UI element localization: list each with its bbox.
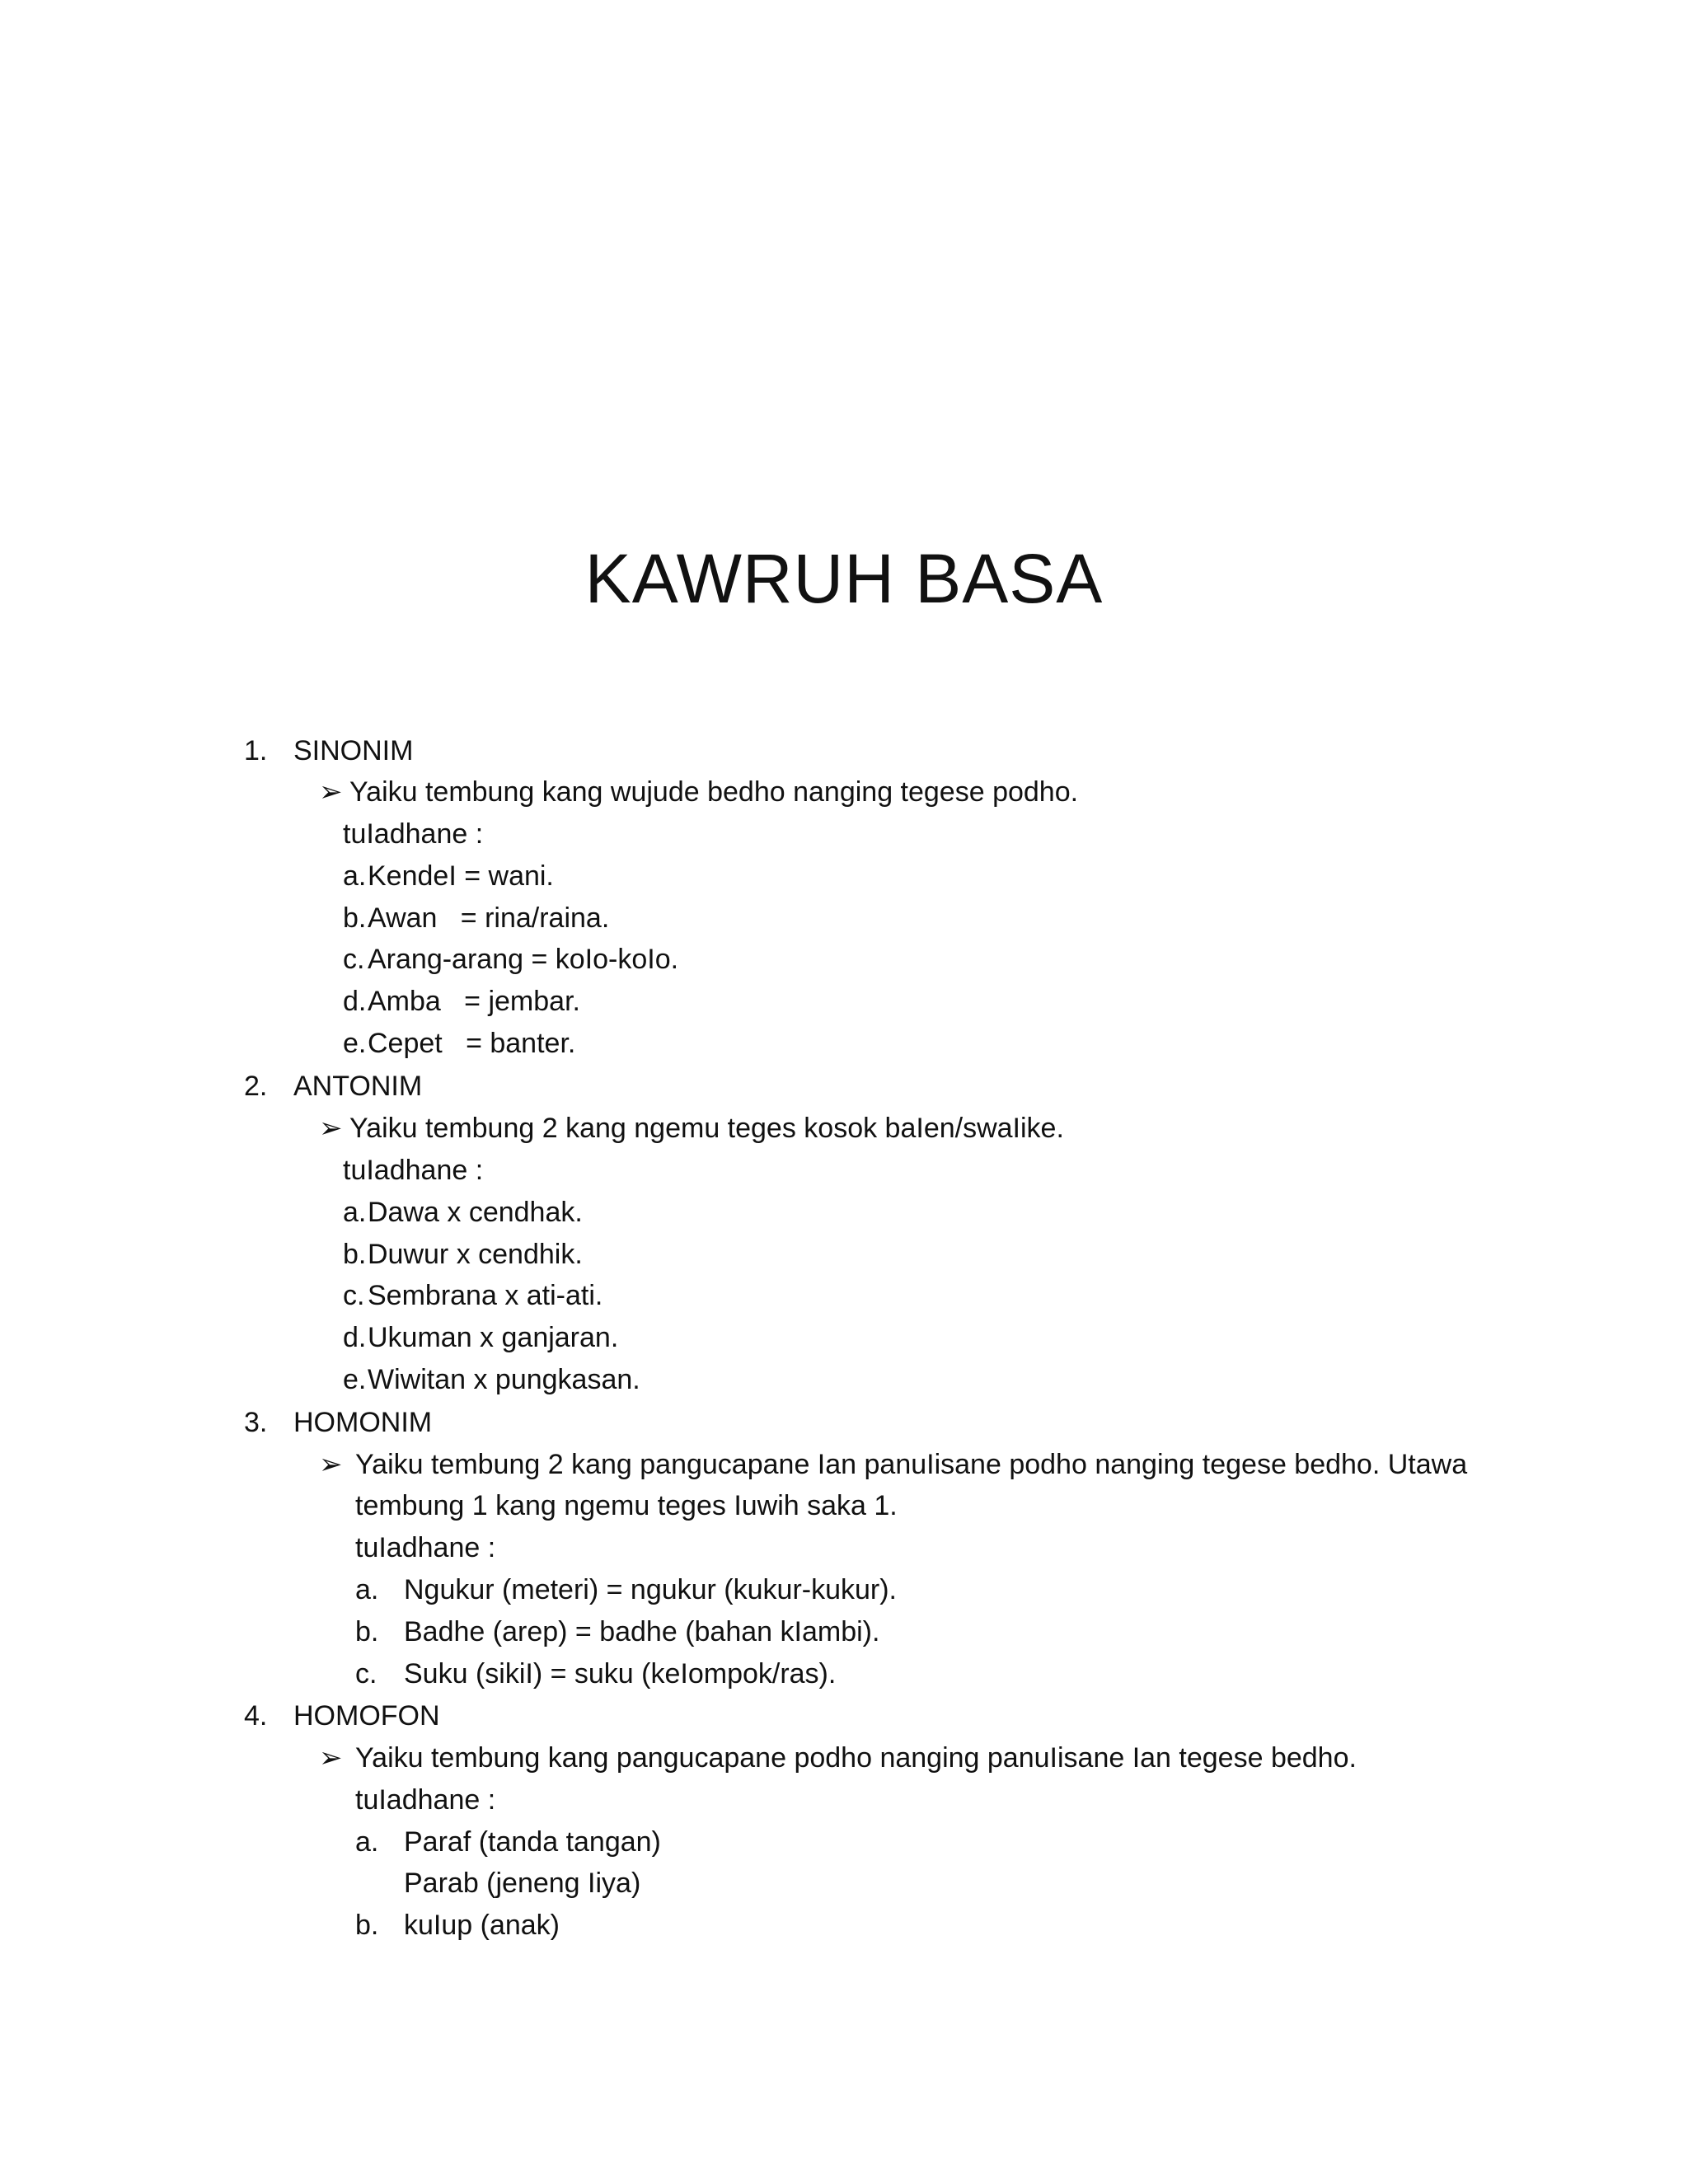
arrow-bullet-icon: ➢ [319,1113,343,1144]
section-heading: SINONIM [293,735,414,766]
list-item: Duwur x cendhik. [368,1239,583,1270]
section-number: 3. [244,1407,268,1438]
list-item-continued: Parab (jeneng Iiya) [404,1868,641,1899]
section-heading: HOMOFON [293,1700,440,1732]
list-item: Badhe (arep) = badhe (bahan kIambi). [404,1616,880,1647]
list-item-label: e. [343,1364,367,1395]
example-label: tuIadhane : [355,1784,496,1816]
list-item: KendeI = wani. [368,860,554,892]
list-item: Awan = rina/raina. [368,902,610,934]
section-number: 2. [244,1071,268,1102]
arrow-bullet-icon: ➢ [319,1449,343,1480]
list-item: Paraf (tanda tangan) [404,1826,661,1858]
list-item: Cepet = banter. [368,1028,576,1059]
arrow-bullet-icon: ➢ [319,1742,343,1774]
definition-text-continued: tembung 1 kang ngemu teges Iuwih saka 1. [355,1490,898,1521]
example-label: tuIadhane : [343,818,484,850]
list-item: Suku (sikiI) = suku (keIompok/ras). [404,1658,837,1690]
list-item: Arang-arang = koIo-koIo. [368,944,679,975]
list-item-label: a. [343,1197,367,1228]
arrow-bullet-icon: ➢ [319,776,343,808]
list-item-label: c. [355,1658,377,1690]
list-item-label: a. [355,1826,379,1858]
list-item: Dawa x cendhak. [368,1197,583,1228]
list-item: Ukuman x ganjaran. [368,1322,619,1353]
list-item: kuIup (anak) [404,1910,560,1941]
list-item: Wiwitan x pungkasan. [368,1364,640,1395]
definition-text: Yaiku tembung kang pangucapane podho nanging panuIisane Ian tegese bedho. [355,1742,1357,1774]
list-item: Sembrana x ati-ati. [368,1280,603,1311]
definition-text: Yaiku tembung 2 kang pangucapane Ian panuIisane podho nanging tegese bedho. Utawa [355,1449,1468,1480]
list-item: Ngukur (meteri) = ngukur (kukur-kukur). [404,1574,898,1605]
list-item-label: d. [343,1322,367,1353]
section-number: 1. [244,735,268,766]
section-heading: HOMONIM [293,1407,433,1438]
section-number: 4. [244,1700,268,1732]
example-label: tuIadhane : [355,1532,496,1563]
list-item-label: b. [343,1239,367,1270]
list-item: Amba = jembar. [368,986,580,1017]
list-item-label: b. [355,1616,379,1647]
page-title: KAWRUH BASA [584,540,1104,617]
list-item-label: b. [355,1910,379,1941]
section-heading: ANTONIM [293,1071,423,1102]
example-label: tuIadhane : [343,1155,484,1186]
definition-text: Yaiku tembung kang wujude bedho nanging tegese podho. [349,776,1079,808]
list-item-label: c. [343,1280,365,1311]
list-item-label: c. [343,944,365,975]
list-item-label: d. [343,986,367,1017]
list-item-label: b. [343,902,367,934]
definition-text: Yaiku tembung 2 kang ngemu teges kosok baIen/swaIike. [349,1113,1064,1144]
list-item-label: a. [355,1574,379,1605]
list-item-label: e. [343,1028,367,1059]
list-item-label: a. [343,860,367,892]
